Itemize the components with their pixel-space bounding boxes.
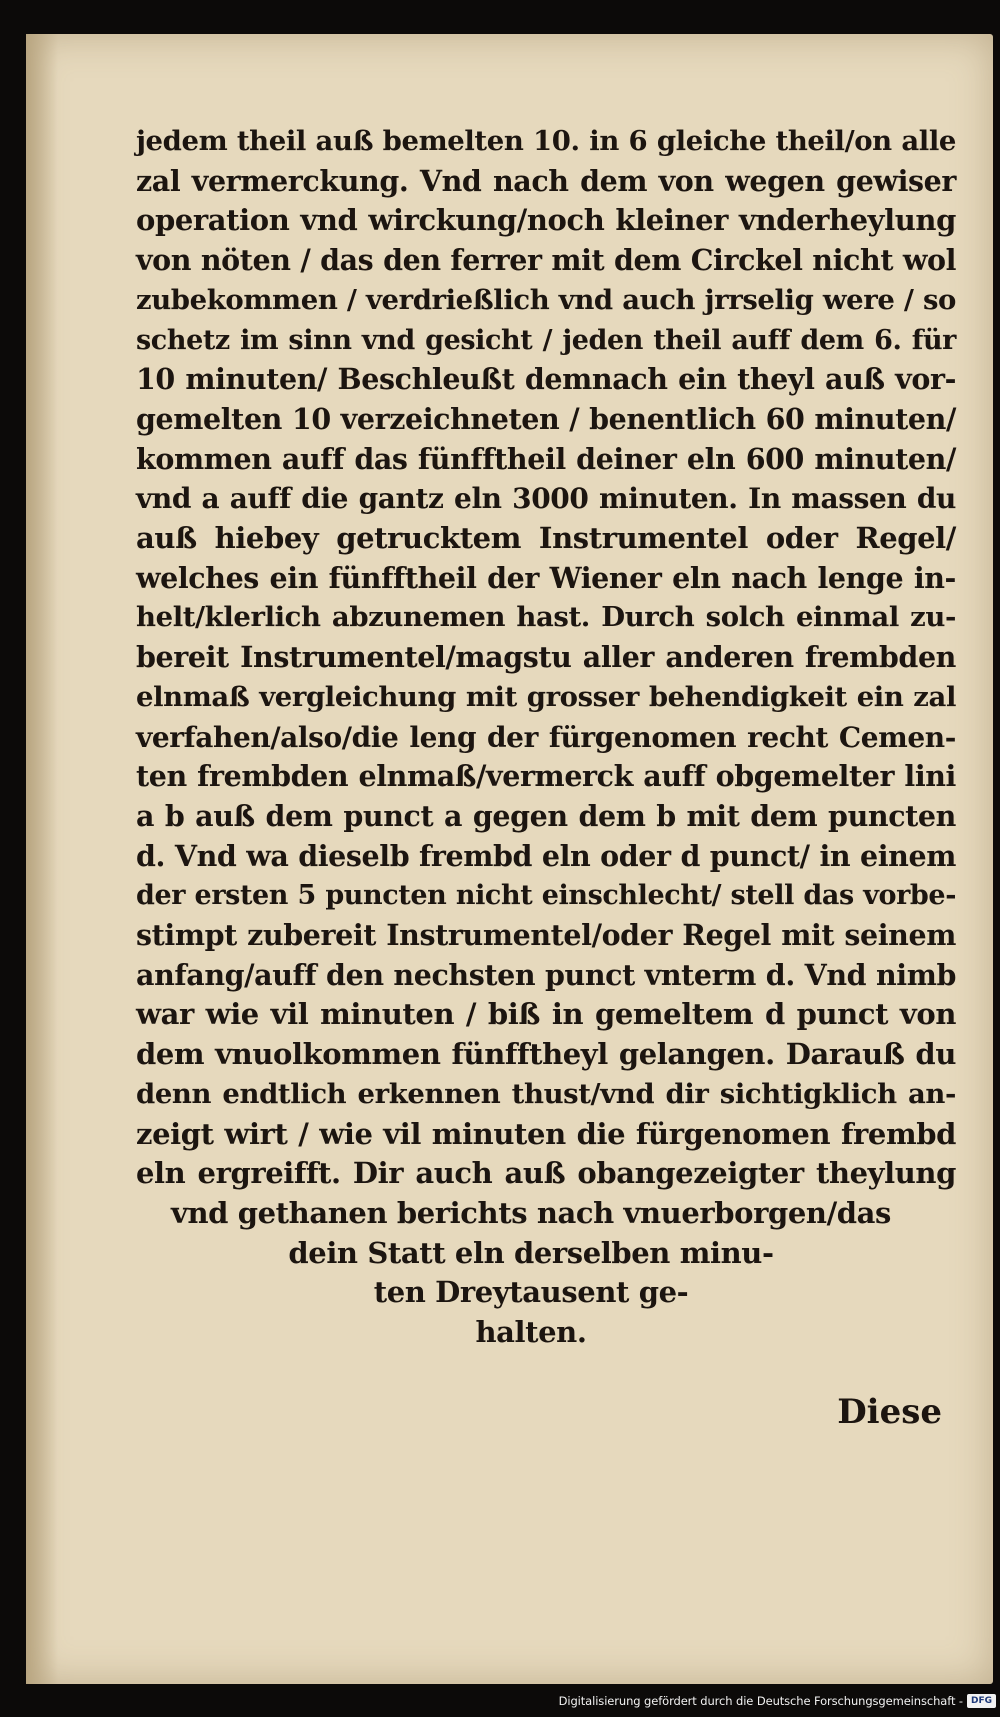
- text-line-centered: ten Dreytausent ge-: [373, 1275, 689, 1310]
- text-line: der ersten 5 puncten nicht einschlecht/ stell das vorbe-: [136, 880, 956, 912]
- text-line: auß hiebey getrucktem Instrumentel oder Regel/: [136, 521, 956, 556]
- text-line: schetz im sinn vnd gesicht / jeden theil auff dem 6. für: [136, 324, 956, 356]
- text-line: verfahen/also/die leng der fürgenomen recht Cemen-: [136, 720, 956, 754]
- catchword: Diese: [837, 1392, 942, 1432]
- text-line: d. Vnd wa dieselb frembd eln oder d punct/ in einem: [136, 838, 956, 873]
- text-line: eln ergreifft. Dir auch auß obangezeigter theylung: [136, 1156, 956, 1191]
- text-line: stimpt zubereit Instrumentel/oder Regel mit seinem: [136, 918, 956, 953]
- text-line: dem vnuolkommen fünfftheyl gelangen. Darauß du: [136, 1037, 956, 1072]
- text-line: elnmaß vergleichung mit grosser behendigkeit ein zal: [136, 680, 956, 713]
- credit-text: Digitalisierung gefördert durch die Deutsche Forschungsgemeinschaft -: [558, 1694, 963, 1708]
- text-line: 10 minuten/ Beschleußt demnach ein theyl auß vor-: [136, 362, 956, 397]
- text-line-centered: vnd gethanen berichts nach vnuerborgen/das: [171, 1195, 891, 1230]
- page-text: [136, 122, 956, 1353]
- text-line: operation vnd wirckung/noch kleiner vnderheylung: [136, 203, 956, 238]
- text-line-centered: dein Statt eln derselben minu-: [288, 1235, 774, 1270]
- text-line: war wie vil minuten / biß in gemeltem d punct von: [136, 997, 956, 1032]
- text-line: a b auß dem punct a gegen dem b mit dem puncten: [136, 798, 956, 833]
- digitization-credit: [559, 1691, 996, 1711]
- text-line: gemelten 10 verzeichneten / benentlich 60 minuten/: [136, 401, 956, 436]
- text-line-centered: halten.: [475, 1315, 587, 1350]
- text-line: von nöten / das den ferrer mit dem Circkel nicht wol: [136, 243, 956, 278]
- page-gutter-shadow: [26, 34, 58, 1684]
- text-line: denn endtlich erkennen thust/vnd dir sichtigklich an-: [136, 1077, 956, 1110]
- text-line: ten frembden elnmaß/vermerck auff obgemelter lini: [136, 759, 956, 794]
- dfg-logo-icon: DFG: [967, 1694, 996, 1708]
- text-line: vnd a auff die gantz eln 3000 minuten. In massen du: [136, 482, 956, 516]
- text-line: anfang/auff den nechsten punct vnterm d. Vnd nimb: [136, 957, 956, 992]
- text-line: zeigt wirt / wie vil minuten die fürgenomen frembd: [136, 1116, 956, 1151]
- text-line: kommen auff das fünfftheil deiner eln 600 minuten/: [136, 441, 956, 476]
- text-line: zubekommen / verdrießlich vnd auch jrrselig were / so: [136, 283, 956, 316]
- text-line: helt/klerlich abzunemen hast. Durch solch einmal zu-: [136, 601, 956, 634]
- text-line: jedem theil auß bemelten 10. in 6 gleiche theil/on alle: [136, 125, 956, 157]
- text-line: bereit Instrumentel/magstu aller anderen frembden: [136, 640, 956, 675]
- text-line: zal vermerckung. Vnd nach dem von wegen gewiser: [136, 163, 956, 198]
- text-line: welches ein fünfftheil der Wiener eln nach lenge in-: [136, 560, 956, 595]
